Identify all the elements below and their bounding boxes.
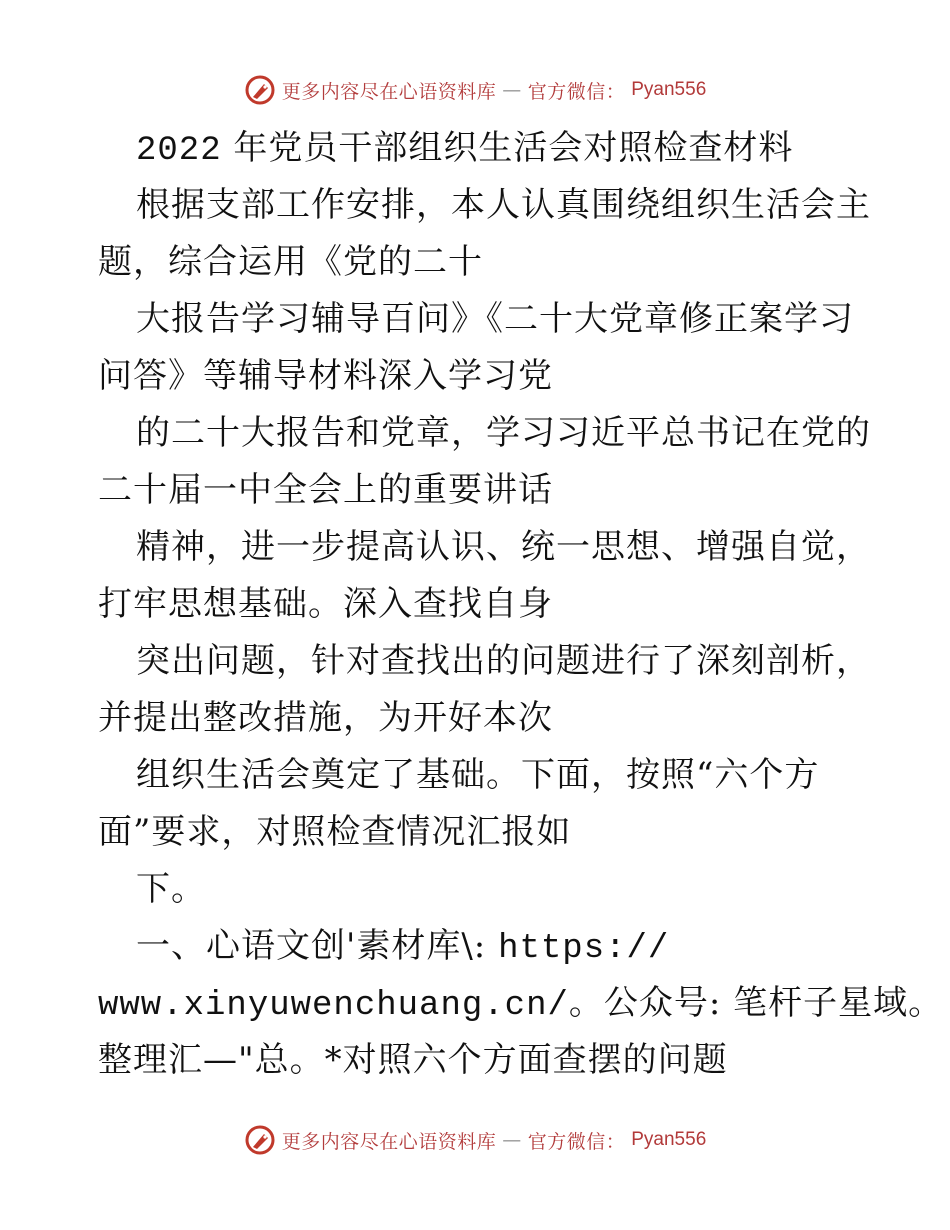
document-title: [98, 120, 878, 177]
section-url-start: https://: [498, 930, 670, 968]
section-prefix: 一、心语文创'素材库\:: [136, 926, 499, 966]
title-year: 2022: [136, 132, 222, 170]
paragraph-line: 下。: [136, 869, 206, 909]
banner-main-text: 更多内容尽在心语资料库: [281, 1130, 497, 1153]
pen-nib-logo-icon: [244, 74, 276, 106]
header-banner: [0, 70, 950, 110]
section-heading-line: [98, 918, 878, 975]
banner-separator: —: [502, 1129, 522, 1151]
paragraph-line: 精神，进一步提高认识、统一思想、增强自觉，: [136, 527, 871, 567]
paragraph-line: 题，综合运用《党的二十: [98, 242, 483, 282]
paragraph-line: 大报告学习辅导百问》《二十大党章修正案学习: [136, 299, 854, 339]
paragraph-line: 的二十大报告和党章，学习习近平总书记在党的: [136, 413, 871, 453]
paragraph-line: 根据支部工作安排，本人认真围绕组织生活会主: [136, 185, 871, 225]
document-body: [98, 120, 944, 1089]
banner-suffix-text: 官方微信：: [527, 80, 626, 103]
banner-main-text: 更多内容尽在心语资料库: [281, 80, 497, 103]
paragraph-line: 打牢思想基础。深入查找自身: [98, 584, 553, 624]
paragraph-line: 问答》等辅导材料深入学习党: [98, 356, 553, 396]
section-last-line: 整理汇—"总。*对照六个方面查摆的问题: [98, 1040, 728, 1080]
pen-nib-logo-icon: [244, 1124, 276, 1156]
paragraph-line: 二十届一中全会上的重要讲话: [98, 470, 553, 510]
banner-account: Pyan556: [631, 1129, 707, 1150]
section-suffix: 。公众号: 笔杆子星域。: [568, 983, 944, 1023]
section-url-line: [98, 975, 944, 1032]
paragraph-line: 面”要求，对照检查情况汇报如: [98, 812, 572, 852]
footer-banner: [0, 1120, 950, 1160]
banner-account: Pyan556: [631, 79, 707, 100]
paragraph-line: 并提出整改措施，为开好本次: [98, 698, 553, 738]
paragraph-line: 突出问题，针对查找出的问题进行了深刻剖析，: [136, 641, 871, 681]
paragraph-line: 组织生活会奠定了基础。下面，按照“六个方: [136, 755, 820, 795]
banner-suffix-text: 官方微信：: [527, 1130, 626, 1153]
section-url: www.xinyuwenchuang.cn/: [98, 987, 569, 1025]
title-text: 年党员干部组织生活会对照检查材料: [221, 128, 794, 168]
banner-separator: —: [502, 79, 522, 101]
